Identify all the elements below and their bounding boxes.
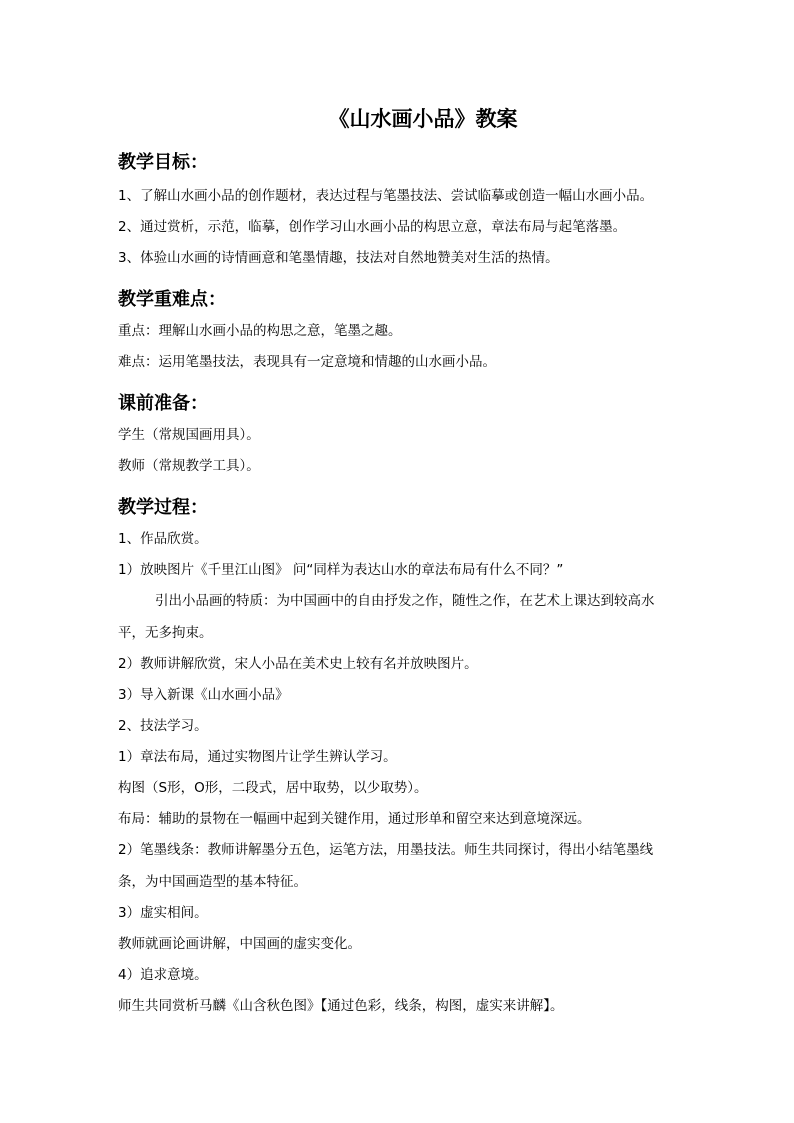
process-line: 3）虚实相间。: [118, 905, 208, 921]
preparation-item-2: 教师（常规教学工具）。: [118, 458, 260, 474]
goal-item-1: 1、了解山水画小品的创作题材，表达过程与笔墨技法、尝试临摹或创造一幅山水画小品。: [118, 188, 654, 204]
preparation-item-1: 学生（常规国画用具）。: [118, 427, 260, 443]
preparation-heading: 课前准备：: [118, 393, 208, 414]
process-line: 教师就画论画讲解，中国画的虚实变化。: [118, 936, 361, 952]
process-line: 平，无多拘束。: [118, 625, 213, 641]
document-title: 《山水画小品》教案: [328, 106, 518, 131]
process-line: 条，为中国画造型的基本特征。: [118, 874, 307, 890]
process-line: 1）放映图片《千里江山图》 问“同样为表达山水的章法布局有什么不同？”: [118, 562, 564, 578]
key-point-item-1: 重点：理解山水画小品的构思之意，笔墨之趣。: [118, 323, 402, 339]
key-points-heading: 教学重难点：: [118, 289, 226, 310]
goals-heading: 教学目标：: [118, 152, 208, 173]
process-line: 引出小品画的特质：为中国画中的自由抒发之作，随性之作，在艺术上课达到较高水: [155, 593, 655, 609]
process-line: 师生共同赏析马麟《山含秋色图》【通过色彩，线条，构图，虚实来讲解】。: [118, 998, 564, 1014]
process-line: 构图（S形，O形，二段式，居中取势，以少取势）。: [118, 780, 428, 796]
process-line: 4）追求意境。: [118, 967, 208, 983]
process-heading: 教学过程：: [118, 497, 208, 518]
process-line: 1、作品欣赏。: [118, 531, 208, 547]
goal-item-3: 3、体验山水画的诗情画意和笔墨情趣，技法对自然地赞美对生活的热情。: [118, 250, 559, 266]
process-line: 2）教师讲解欣赏，宋人小品在美术史上较有名并放映图片。: [118, 656, 478, 672]
process-line: 布局：辅助的景物在一幅画中起到关键作用，通过形单和留空来达到意境深远。: [118, 811, 591, 827]
process-line: 3）导入新课《山水画小品》: [118, 687, 289, 703]
process-line: 2）笔墨线条：教师讲解墨分五色，运笔方法，用墨技法。师生共同探讨，得出小结笔墨线: [118, 842, 654, 858]
process-line: 2、技法学习。: [118, 718, 208, 734]
key-point-item-2: 难点：运用笔墨技法，表现具有一定意境和情趣的山水画小品。: [118, 354, 496, 370]
goal-item-2: 2、通过赏析，示范，临摹，创作学习山水画小品的构思立意，章法布局与起笔落墨。: [118, 219, 627, 235]
process-line: 1）章法布局，通过实物图片让学生辨认学习。: [118, 749, 397, 765]
